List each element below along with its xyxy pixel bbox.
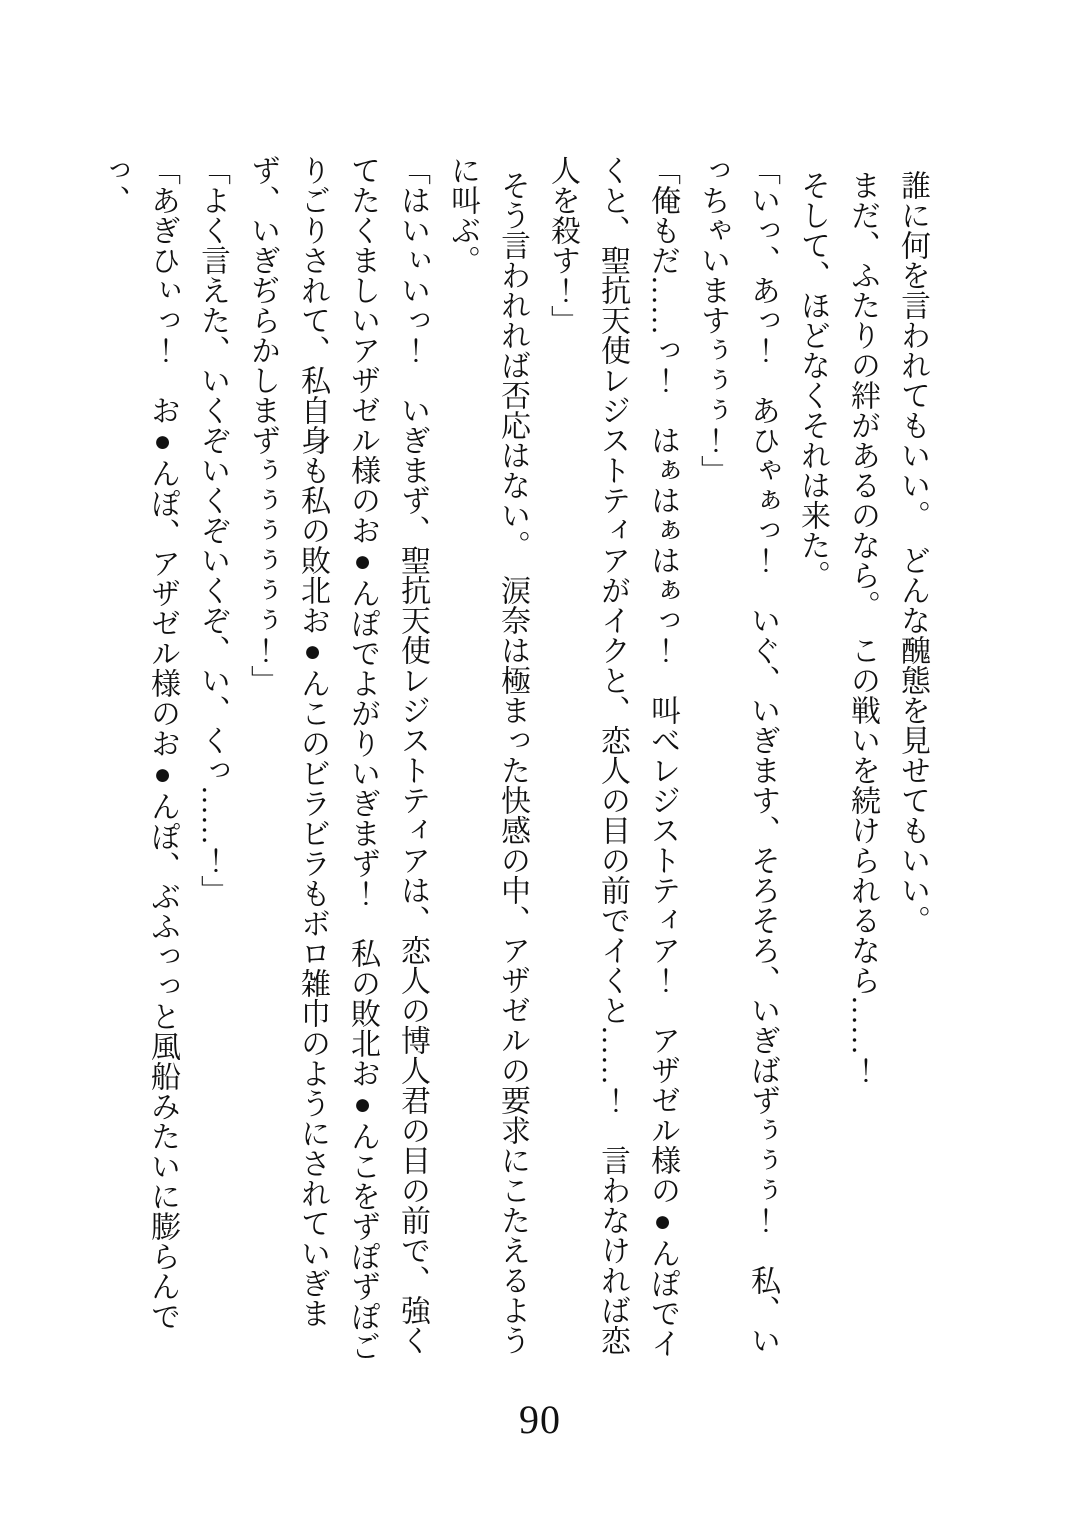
page-number: 90	[519, 1397, 561, 1442]
paragraph-09-dialogue: 「あぎひぃっ！ お●んぽ、アザゼル様のお●んぽ、ぶふっっと風船みたいに膨らんでっ、	[96, 155, 179, 1331]
vertical-text-block	[96, 155, 937, 1371]
paragraph-04-dialogue: 「いっ、あっ！ あひゃぁっ！ いぐ、いぎます、そろそろ、いぎばずぅぅぅ！ 私、いっちゃいますぅぅぅ！」	[696, 155, 779, 1355]
paragraph-01: 誰に何を言われてもいい。 どんな醜態を見せてもいい。	[896, 170, 929, 935]
paragraph-07-dialogue: 「はいぃいっ！ いぎまず、聖抗天使レジストティアは、恋人の博人君の目の前で、強くてたくましいアザゼル様のお●んぽでよがりいぎまず！ 私の敗北お●んこをずぽずぽごりごりされて、私自身も私の敗北お●んこのビラビラもボロ雑巾のようにされていぎまず、いぎぢらかしまずぅぅぅぅぅぅ！」	[246, 155, 429, 1361]
paragraph-08-dialogue: 「よく言えた、いくぞいくぞいくぞ、い、くっ……！」	[196, 155, 229, 905]
paragraph-02: まだ、ふたりの絆があるのなら。 この戦いを続けられるなら……！	[846, 170, 879, 1085]
paragraph-06: そう言われれば否応はない。 涙奈は極まった快感の中、アザゼルの要求にこたえるように叫ぶ。	[446, 155, 529, 1355]
paragraph-03: そして、ほどなくそれは来た。	[796, 170, 829, 590]
paragraph-05-dialogue: 「俺もだ……っ！ はぁはぁはぁっ！ 叫べレジストティア！ アザゼル様の●んぽでイくと、聖抗天使レジストティアがイクと、恋人の目の前でイくと……！ 言わなければ恋人を殺す！」	[546, 155, 679, 1358]
